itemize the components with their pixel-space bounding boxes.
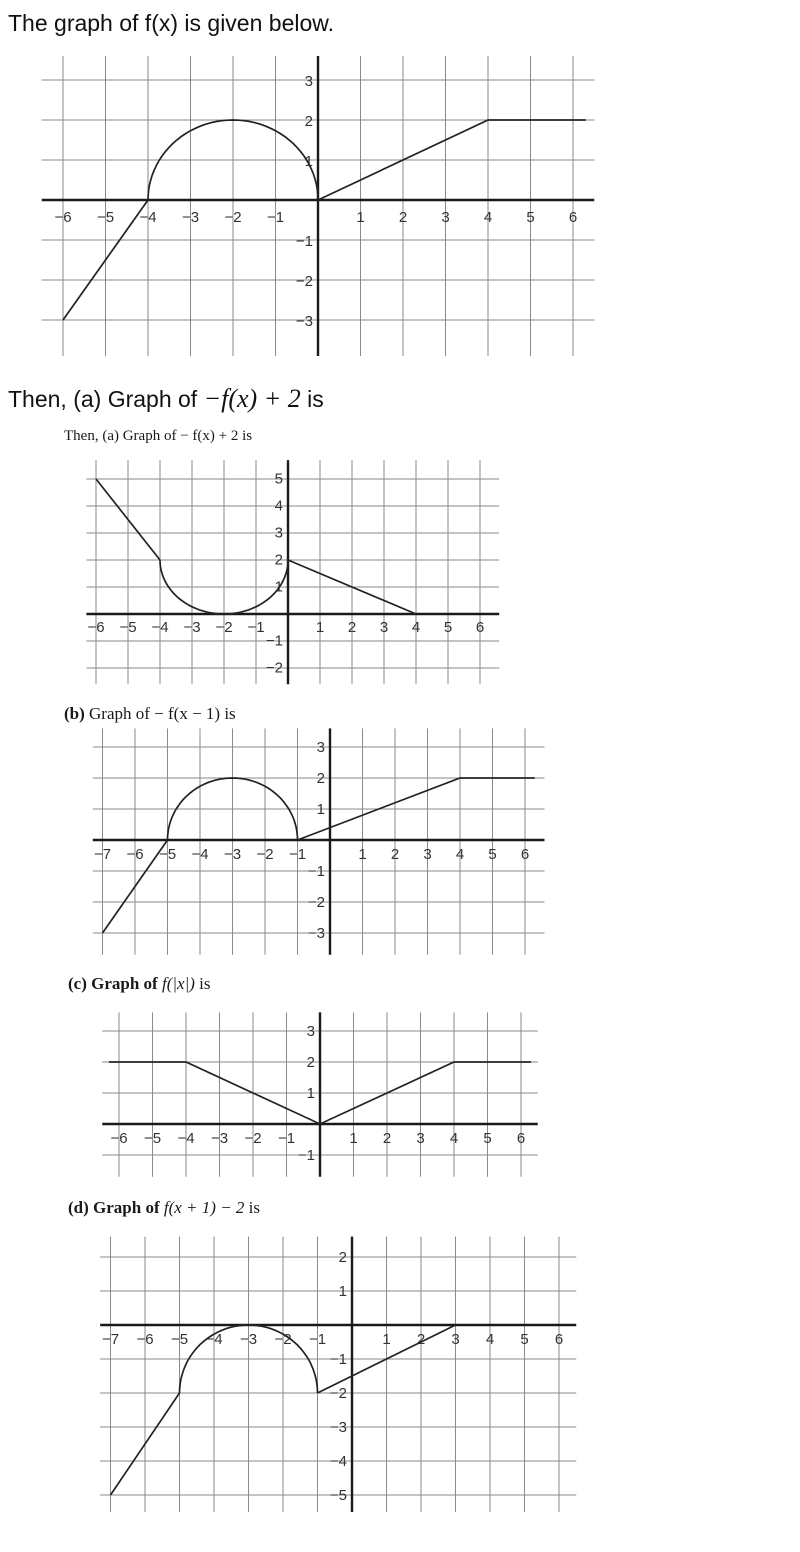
x-tick-label: 4 <box>411 619 421 636</box>
x-tick-label: 5 <box>520 1331 529 1348</box>
grid-main <box>42 56 595 356</box>
x-tick-label: −6 <box>126 846 144 863</box>
x-tick-label: −6 <box>87 619 105 636</box>
x-tick-label: −6 <box>136 1331 154 1348</box>
caption-a-text: Then, (a) Graph of − f(x) + 2 is <box>64 428 253 444</box>
x-tick-label: −1 <box>308 1331 327 1348</box>
y-tick-label: 2 <box>338 1248 347 1266</box>
curve-segment-semicircle <box>180 1325 318 1393</box>
caption-d-math: f(x + 1) − 2 <box>163 1198 245 1217</box>
x-tick-label: −1 <box>266 209 285 226</box>
curve-segment-line <box>318 1325 456 1393</box>
grid-b <box>93 728 545 954</box>
chart-d <box>100 1237 576 1512</box>
y-tick-label: −1 <box>295 232 313 250</box>
x-tick-label: −4 <box>139 209 157 226</box>
x-tick-label: −5 <box>119 619 137 636</box>
x-tick-label: 4 <box>483 209 493 226</box>
x-tick-label: 5 <box>483 1130 492 1147</box>
x-tick-label: −5 <box>158 846 177 863</box>
curve-segment-line <box>103 840 168 933</box>
caption-a <box>64 428 252 445</box>
x-tick-label: 3 <box>416 1130 425 1147</box>
x-tick-label: 1 <box>315 619 325 636</box>
y-tick-label: −1 <box>329 1350 347 1368</box>
y-tick-label: 1 <box>338 1282 347 1300</box>
grid-c <box>102 1012 538 1176</box>
x-tick-label: −5 <box>170 1331 189 1348</box>
y-tick-label: 3 <box>316 738 325 756</box>
x-tick-label: −7 <box>101 1331 120 1348</box>
y-tick-label: −2 <box>295 272 313 290</box>
y-tick-label: 2 <box>304 112 313 130</box>
x-tick-label: −5 <box>96 209 115 226</box>
x-tick-label: 4 <box>449 1130 459 1147</box>
then-line-math: −f(x) + 2 <box>203 384 301 413</box>
caption-b-label: (b) <box>64 704 85 723</box>
y-tick-label: −1 <box>307 862 325 880</box>
x-tick-label: −5 <box>143 1130 162 1147</box>
y-tick-label: −1 <box>265 632 283 650</box>
caption-b <box>64 704 236 724</box>
x-tick-label: 4 <box>455 846 465 863</box>
x-tick-label: −4 <box>177 1130 195 1147</box>
then-line-prefix: Then, (a) Graph of <box>8 386 204 412</box>
x-tick-label: −3 <box>223 846 242 863</box>
y-tick-label: 3 <box>274 524 283 542</box>
caption-c-label: (c) Graph of <box>68 974 158 993</box>
grid-d <box>100 1237 576 1512</box>
x-tick-label: −2 <box>224 209 242 226</box>
curve-segment-line <box>96 479 160 560</box>
x-tick-label: −7 <box>93 846 112 863</box>
x-tick-label: 2 <box>382 1130 392 1147</box>
y-tick-label: 2 <box>316 769 325 787</box>
y-tick-label: −2 <box>265 659 283 677</box>
y-tick-label: −3 <box>295 312 313 330</box>
x-tick-label: 4 <box>485 1331 495 1348</box>
y-tick-label: 5 <box>274 470 283 488</box>
curve-segment-semicircle <box>160 560 288 614</box>
x-tick-label: 6 <box>516 1130 526 1147</box>
x-tick-label: −1 <box>247 619 265 636</box>
y-tick-label: −3 <box>307 924 325 942</box>
x-tick-label: −3 <box>181 209 200 226</box>
y-tick-label: −3 <box>329 1418 347 1436</box>
x-tick-label: 3 <box>451 1331 460 1348</box>
x-tick-label: 3 <box>441 209 450 226</box>
x-tick-label: 3 <box>423 846 432 863</box>
x-tick-label: 2 <box>390 846 400 863</box>
x-tick-label: 6 <box>568 209 578 226</box>
x-tick-label: −2 <box>256 846 274 863</box>
x-tick-label: 6 <box>554 1331 564 1348</box>
y-tick-label: 4 <box>274 497 283 515</box>
caption-d-text: is <box>244 1198 261 1217</box>
curve-segment-semicircle <box>168 778 298 840</box>
x-tick-label: −1 <box>288 846 307 863</box>
y-tick-label: 1 <box>304 152 313 170</box>
caption-c-text: is <box>194 974 211 993</box>
x-tick-label: 2 <box>398 209 408 226</box>
x-tick-label: 2 <box>347 619 357 636</box>
y-tick-label: −5 <box>329 1486 347 1504</box>
x-tick-label: −3 <box>210 1130 229 1147</box>
x-tick-label: −6 <box>54 209 72 226</box>
x-tick-label: 6 <box>520 846 530 863</box>
chart-b <box>93 728 545 954</box>
chart-c <box>102 1012 538 1176</box>
curve-segment-line <box>318 120 586 200</box>
y-tick-label: −1 <box>297 1146 315 1164</box>
caption-c <box>68 974 211 994</box>
grid-a <box>86 460 499 684</box>
x-tick-label: 1 <box>349 1130 358 1147</box>
caption-d <box>68 1198 260 1218</box>
x-tick-label: −6 <box>110 1130 128 1147</box>
caption-d-label: (d) Graph of <box>68 1198 160 1217</box>
chart-main <box>42 56 595 356</box>
x-tick-label: −4 <box>205 1331 223 1348</box>
curve-segment-line <box>63 200 148 320</box>
y-tick-label: 1 <box>306 1084 315 1102</box>
x-tick-label: −2 <box>244 1130 262 1147</box>
x-tick-label: 6 <box>475 619 485 636</box>
x-tick-label: 1 <box>356 209 365 226</box>
x-tick-label: 2 <box>416 1331 426 1348</box>
x-tick-label: −4 <box>151 619 169 636</box>
x-tick-label: 5 <box>443 619 453 636</box>
x-tick-label: −4 <box>191 846 209 863</box>
chart-a <box>86 460 499 684</box>
y-tick-label: −2 <box>329 1384 347 1402</box>
then-line <box>8 384 324 414</box>
x-tick-label: −3 <box>183 619 201 636</box>
x-tick-label: 3 <box>379 619 389 636</box>
curve-segment-line <box>298 778 535 840</box>
x-tick-label: −2 <box>215 619 233 636</box>
x-tick-label: −1 <box>277 1130 296 1147</box>
x-tick-label: 5 <box>526 209 535 226</box>
curve-segment-line <box>111 1393 180 1495</box>
curve-segment-line <box>288 560 416 614</box>
curve-segment-semicircle <box>148 120 318 200</box>
x-tick-label: 5 <box>488 846 497 863</box>
y-tick-label: −2 <box>307 893 325 911</box>
y-tick-label: −4 <box>329 1452 347 1470</box>
x-tick-label: −3 <box>239 1331 258 1348</box>
x-tick-label: 1 <box>382 1331 391 1348</box>
y-tick-label: 3 <box>306 1022 315 1040</box>
y-tick-label: 2 <box>274 551 283 569</box>
y-tick-label: 3 <box>304 72 313 90</box>
x-tick-label: 1 <box>358 846 367 863</box>
x-tick-label: −2 <box>274 1331 292 1348</box>
caption-b-text: Graph of − f(x − 1) is <box>84 704 236 723</box>
curve-segment-line <box>109 1062 531 1124</box>
intro-text: The graph of f(x) is given below. <box>8 10 334 36</box>
y-tick-label: 1 <box>274 578 283 596</box>
y-tick-label: 1 <box>316 800 325 818</box>
caption-c-math: f(|x|) <box>161 974 195 993</box>
y-tick-label: 2 <box>306 1053 315 1071</box>
then-line-suffix: is <box>300 386 324 412</box>
